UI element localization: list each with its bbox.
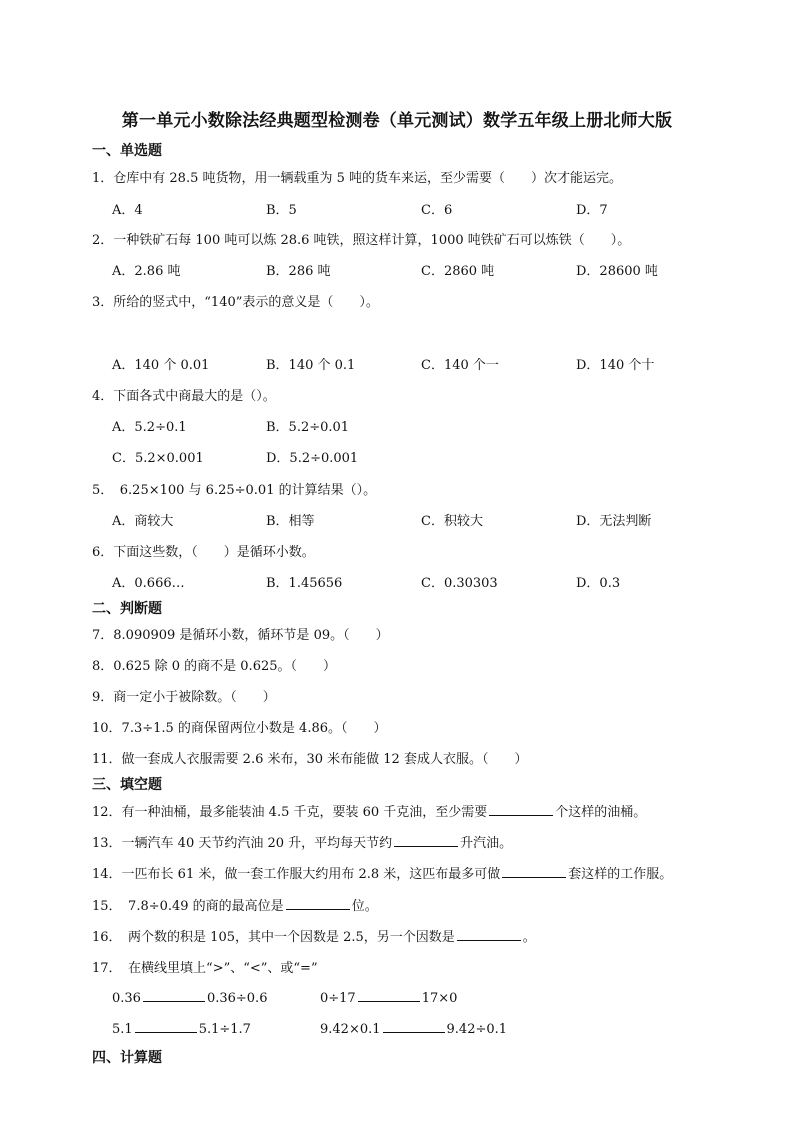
q6-option-d: D．0.3	[576, 576, 621, 591]
q14-text-after: 套这样的工作服。	[568, 867, 673, 882]
q2-option-b: B．286 吨	[266, 264, 331, 279]
q1-option-c: C．6	[421, 203, 453, 218]
q12-text-after: 个这样的油桶。	[555, 805, 647, 820]
comparison-item	[112, 989, 267, 1006]
q14-text-before: 14．一匹布长 61 米，做一套工作服大约用布 2.8 米，这匹布最多可做	[92, 867, 501, 882]
q5-option-d: D．无法判断	[576, 514, 652, 529]
question-14	[92, 863, 672, 882]
answer-blank	[489, 803, 553, 816]
section-heading-calculation: 四、计算题	[92, 1050, 162, 1066]
answer-blank	[394, 834, 458, 847]
comparison-right: 17×0	[421, 991, 458, 1006]
q2-option-c: C．2860 吨	[421, 264, 495, 279]
answer-blank	[286, 897, 350, 910]
q1-option-d: D．7	[576, 203, 608, 218]
question-3: 3．所给的竖式中，“140”表示的意义是（ ）。	[92, 295, 379, 310]
answer-blank	[143, 989, 205, 1002]
section-heading-fill-blank: 三、填空题	[92, 777, 162, 793]
q4-option-a: A．5.2÷0.1	[112, 420, 187, 435]
section-heading-single-choice: 一、单选题	[92, 143, 162, 159]
q5-option-a: A．商较大	[112, 514, 174, 529]
question-15	[92, 895, 378, 914]
q4-option-c: C．5.2×0.001	[112, 451, 204, 466]
question-13	[92, 832, 512, 851]
question-7: 7．8.090909 是循环小数，循环节是 09。（ ）	[92, 628, 389, 643]
question-4: 4．下面各式中商最大的是（）。	[92, 389, 276, 404]
comparison-item	[320, 1020, 507, 1037]
comparison-right: 9.42÷0.1	[446, 1022, 508, 1037]
q15-text-after: 位。	[351, 899, 378, 914]
comparison-item	[320, 989, 457, 1006]
q13-text-before: 13．一辆汽车 40 天节约汽油 20 升，平均每天节约	[92, 836, 393, 851]
q12-text-before: 12．有一种油桶，最多能装油 4.5 千克，要装 60 千克油，至少需要	[92, 805, 488, 820]
q15-text-before: 15． 7.8÷0.49 的商的最高位是	[92, 899, 284, 914]
q2-option-a: A．2.86 吨	[112, 264, 181, 279]
answer-blank	[502, 865, 566, 878]
q6-option-a: A．0.666…	[112, 576, 185, 591]
question-10: 10．7.3÷1.5 的商保留两位小数是 4.86。（ ）	[92, 721, 387, 736]
page-title: 第一单元小数除法经典题型检测卷（单元测试）数学五年级上册北师大版	[121, 111, 673, 131]
question-8: 8．0.625 除 0 的商不是 0.625。（ ）	[92, 659, 337, 674]
q5-option-c: C．积较大	[421, 514, 483, 529]
comparison-left: 5.1	[112, 1022, 133, 1037]
q2-option-d: D．28600 吨	[576, 264, 658, 279]
question-16	[92, 926, 536, 945]
q6-option-b: B．1.45656	[266, 576, 343, 591]
q13-text-after: 升汽油。	[460, 836, 513, 851]
q3-option-a: A．140 个 0.01	[112, 358, 210, 373]
q4-option-d: D．5.2÷0.001	[266, 451, 359, 466]
section-heading-true-false: 二、判断题	[92, 601, 162, 617]
answer-blank	[383, 1020, 445, 1033]
question-9: 9．商一定小于被除数。（ ）	[92, 690, 276, 705]
q5-option-b: B．相等	[266, 514, 315, 529]
question-12	[92, 801, 646, 820]
comparison-left: 9.42×0.1	[320, 1022, 381, 1037]
comparison-left: 0÷17	[320, 991, 356, 1006]
q1-option-b: B．5	[266, 203, 297, 218]
answer-blank	[358, 989, 420, 1002]
q16-text-after: 。	[522, 930, 536, 945]
question-2: 2．一种铁矿石每 100 吨可以炼 28.6 吨铁，照这样计算，1000 吨铁矿石可以炼铁（ ）。	[92, 233, 631, 248]
q1-option-a: A．4	[112, 203, 143, 218]
question-11: 11．做一套成人衣服需要 2.6 米布，30 米布能做 12 套成人衣服。（ ）	[92, 752, 528, 767]
question-6: 6．下面这些数，（ ）是循环小数。	[92, 545, 315, 560]
q3-option-c: C．140 个一	[421, 358, 499, 373]
comparison-right: 0.36÷0.6	[206, 991, 268, 1006]
q4-option-b: B．5.2÷0.01	[266, 420, 350, 435]
q6-option-c: C．0.30303	[421, 576, 498, 591]
comparison-left: 0.36	[112, 991, 141, 1006]
answer-blank	[135, 1020, 197, 1033]
comparison-item	[112, 1020, 251, 1037]
question-5: 5． 6.25×100 与 6.25÷0.01 的计算结果（）。	[92, 483, 377, 498]
comparison-right: 5.1÷1.7	[198, 1022, 251, 1037]
answer-blank	[457, 928, 521, 941]
q3-option-b: B．140 个 0.1	[266, 358, 356, 373]
question-17: 17． 在横线里填上“>”、“<”、或“=”	[92, 961, 318, 976]
question-1: 1．仓库中有 28.5 吨货物，用一辆载重为 5 吨的货车来运，至少需要（ ）次才能运完。	[92, 171, 623, 186]
q3-option-d: D．140 个十	[576, 358, 655, 373]
q16-text-before: 16． 两个数的积是 105，其中一个因数是 2.5，另一个因数是	[92, 930, 455, 945]
